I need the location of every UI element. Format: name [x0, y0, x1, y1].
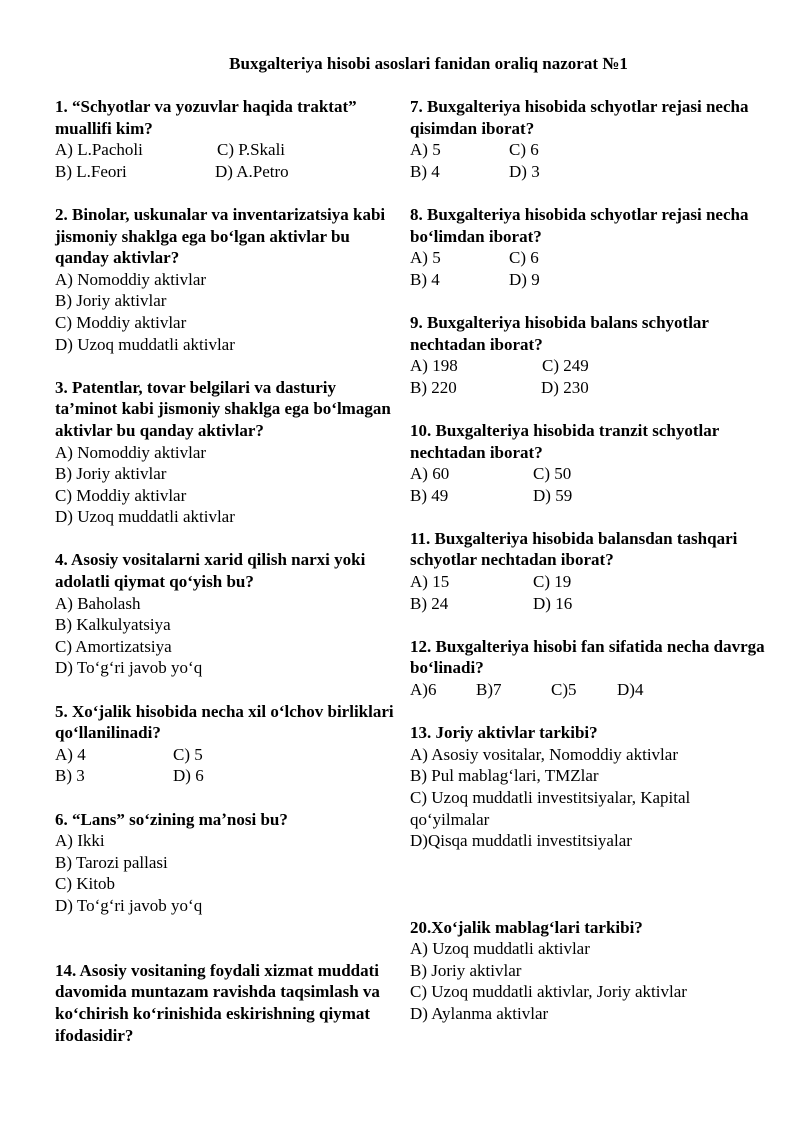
- question-14: [55, 960, 395, 1046]
- option-d: D) Uzoq muddatli aktivlar: [55, 334, 235, 354]
- question-9: [410, 312, 770, 398]
- option-a: A) 5: [410, 140, 441, 160]
- question-text: 11. Buxgalteriya hisobida balansdan tashqari schyotlar nechtadan iborat?: [410, 528, 738, 570]
- question-12: [410, 636, 770, 701]
- option-a: A)6: [410, 680, 437, 700]
- option-a: A) Nomoddiy aktivlar: [55, 442, 207, 462]
- option-c: C) Uzoq muddatli investitsiyalar, Kapital qoʻyilmalar: [410, 788, 691, 829]
- option-b: B) 4: [410, 269, 440, 289]
- option-b: B)7: [476, 680, 502, 700]
- option-c: C) 5: [173, 744, 203, 764]
- option-c: C) P.Skali: [217, 140, 286, 160]
- question-text: 4. Asosiy vositalarni xarid qilish narxi yoki adolatli qiymat qoʻyish bu?: [55, 550, 366, 592]
- option-d: D) Toʻgʻri javob yoʻq: [55, 895, 203, 915]
- option-d: D)Qisqa muddatli investitsiyalar: [410, 831, 632, 851]
- option-d: D) Toʻgʻri javob yoʻq: [55, 658, 203, 678]
- option-b: B) 24: [410, 593, 449, 613]
- question-20: [410, 917, 770, 1025]
- option-d: D) Aylanma aktivlar: [410, 1003, 549, 1023]
- option-b: B) 4: [410, 161, 440, 181]
- question-4: [55, 549, 395, 679]
- question-13: [410, 722, 770, 852]
- option-c: C) Kitob: [55, 874, 115, 894]
- option-d: D) A.Petro: [215, 161, 289, 181]
- option-d: D) 59: [533, 485, 573, 505]
- option-b: B) Pul mablagʻlari, TMZlar: [410, 766, 599, 786]
- question-text: 3. Patentlar, tovar belgilari va dasturiy ta’minot kabi jismoniy shaklga ega boʻlmagan aktivlar bu qanday aktivlar?: [55, 377, 391, 440]
- option-c: C) 50: [533, 464, 572, 484]
- option-b: B) Joriy aktivlar: [55, 291, 167, 311]
- option-d: D) 9: [509, 269, 540, 289]
- question-11: [410, 528, 770, 614]
- page-title: Buxgalteriya hisobi asoslari fanidan oraliq nazorat №1: [229, 54, 628, 73]
- option-a: A) 60: [410, 464, 450, 484]
- option-a: A) Uzoq muddatli aktivlar: [410, 939, 590, 959]
- question-text: 5. Xoʻjalik hisobida necha xil oʻlchov birliklari qoʻllanilinadi?: [55, 701, 394, 743]
- option-b: B) 3: [55, 766, 85, 786]
- question-text: 10. Buxgalteriya hisobida tranzit schyotlar nechtadan iborat?: [410, 420, 719, 462]
- option-c: C) Moddiy aktivlar: [55, 485, 187, 505]
- question-text: 6. “Lans” soʻzining maʼnosi bu?: [55, 809, 288, 829]
- option-b: B) 49: [410, 485, 449, 505]
- question-1: [55, 96, 395, 182]
- option-b: B) Joriy aktivlar: [55, 464, 167, 484]
- option-a: A) Nomoddiy aktivlar: [55, 269, 207, 289]
- question-text: 20.Xoʻjalik mablagʻlari tarkibi?: [410, 917, 643, 937]
- question-text: 1. “Schyotlar va yozuvlar haqida traktat” muallifi kim?: [55, 97, 357, 138]
- question-10: [410, 420, 770, 506]
- option-b: B) Kalkulyatsiya: [55, 615, 171, 635]
- option-d: D)4: [617, 680, 644, 700]
- question-text: 9. Buxgalteriya hisobida balans schyotlar nechtadan iborat?: [410, 312, 709, 354]
- question-text: 13. Joriy aktivlar tarkibi?: [410, 723, 598, 743]
- option-a: A) 5: [410, 248, 441, 268]
- option-c: C) Amortizatsiya: [55, 636, 172, 656]
- left-column: [55, 96, 395, 1046]
- option-b: B) Joriy aktivlar: [410, 960, 522, 980]
- option-d: D) 6: [173, 766, 204, 786]
- question-8: [410, 204, 770, 290]
- option-d: D) 3: [509, 161, 540, 181]
- option-b: B) 220: [410, 377, 457, 397]
- question-3: [55, 377, 395, 528]
- question-2: [55, 204, 395, 355]
- option-c: C) Uzoq muddatli aktivlar, Joriy aktivlar: [410, 982, 687, 1002]
- option-a: A) 198: [410, 356, 458, 376]
- option-a: A) L.Pacholi: [55, 140, 143, 160]
- question-6: [55, 809, 395, 917]
- option-c: C) 19: [533, 572, 572, 592]
- option-b: B) Tarozi pallasi: [55, 852, 168, 872]
- question-text: 2. Binolar, uskunalar va inventarizatsiya kabi jismoniy shaklga ega boʻlgan aktivlar bu qanday aktivlar?: [55, 204, 386, 268]
- option-a: A) Asosiy vositalar, Nomoddiy aktivlar: [410, 744, 678, 764]
- question-text: 7. Buxgalteriya hisobida schyotlar rejasi necha qisimdan iborat?: [410, 97, 749, 138]
- option-b: B) L.Feori: [55, 161, 127, 181]
- question-text: 12. Buxgalteriya hisobi fan sifatida necha davrga boʻlinadi?: [410, 636, 765, 678]
- option-d: D) 230: [541, 377, 589, 397]
- option-c: C) 6: [509, 248, 539, 268]
- option-d: D) Uzoq muddatli aktivlar: [55, 507, 235, 527]
- question-5: [55, 701, 395, 787]
- question-text: 8. Buxgalteriya hisobida schyotlar rejasi necha boʻlimdan iborat?: [410, 204, 749, 246]
- option-a: A) 4: [55, 744, 86, 764]
- right-column: [410, 96, 770, 1025]
- option-d: D) 16: [533, 593, 573, 613]
- option-a: A) Ikki: [55, 831, 105, 851]
- option-a: A) 15: [410, 572, 450, 592]
- question-7: [410, 96, 770, 182]
- option-c: C) 6: [509, 140, 539, 160]
- option-a: A) Baholash: [55, 593, 141, 613]
- option-c: C) 249: [542, 356, 589, 376]
- option-c: C) Moddiy aktivlar: [55, 312, 187, 332]
- option-c: C)5: [551, 680, 577, 700]
- question-text: 14. Asosiy vositaning foydali xizmat muddati davomida muntazam ravishda taqsimlash va koʻchirish koʻrinishida eskirishning qiymat ifodasidir?: [55, 960, 380, 1045]
